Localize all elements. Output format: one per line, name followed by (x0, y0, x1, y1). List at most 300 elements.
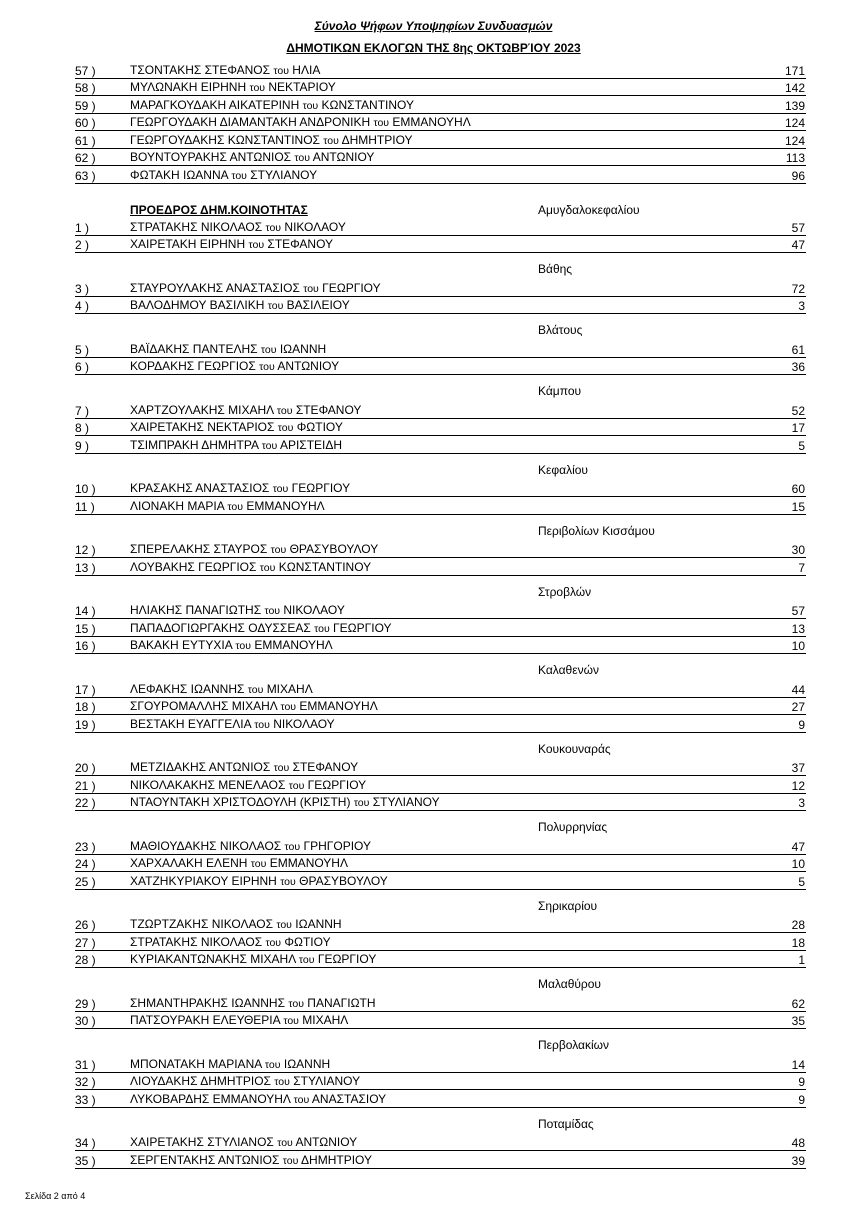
candidate-name-cell (130, 1074, 360, 1089)
candidate-row (75, 637, 806, 655)
community-header (75, 375, 806, 401)
candidate-name: ΣΗΜΑΝΤΗΡΑΚΗΣ ΙΩΑΝΝΗΣ (130, 995, 286, 1010)
candidate-name: ΤΖΩΡΤΖΑΚΗΣ ΝΙΚΟΛΑΟΣ (130, 917, 273, 931)
candidate-name-cell (130, 98, 414, 113)
candidate-name-cell (130, 839, 371, 854)
candidate-row (75, 951, 806, 969)
candidate-number: 6 ) (75, 360, 90, 374)
document-subtitle: ΔΗΜΟΤΙΚΩΝ ΕΚΛΟΓΩΝ ΤΗΣ 8ης ΟΚΤΩΒΡΊΟΥ 2023 (286, 41, 581, 55)
vote-count: 47 (791, 839, 805, 854)
section-header (75, 201, 806, 219)
candidate-name-cell (130, 952, 376, 967)
candidate-row (75, 114, 806, 132)
vote-count: 36 (791, 360, 805, 374)
of-word: του (288, 997, 304, 1010)
community-name: Περβολακίων (538, 1038, 609, 1052)
father-name: ΒΑΣΙΛΕΙΟΥ (286, 298, 350, 312)
candidate-name: ΤΣΟΝΤΑΚΗΣ ΣΤΕΦΑΝΟΣ (130, 62, 271, 77)
father-name: ΓΕΩΡΓΙΟΥ (333, 620, 392, 635)
candidate-number: 25 ) (75, 874, 96, 889)
candidate-name: ΛΟΥΒΑΚΗΣ ΓΕΩΡΓΙΟΣ (130, 559, 257, 574)
vote-count: 35 (791, 1014, 805, 1028)
community-header (75, 733, 806, 759)
candidate-name-cell (130, 1057, 330, 1072)
of-word: του (227, 500, 243, 513)
candidate-name-cell (130, 603, 345, 618)
candidate-row (75, 96, 806, 114)
candidate-name: ΜΑΡΑΓΚΟΥΔΑΚΗ ΑΙΚΑΤΕΡΙΝΗ (130, 97, 300, 112)
candidate-name-cell (130, 542, 378, 557)
community-name: Ποταμίδας (538, 1116, 594, 1131)
candidate-name-cell (130, 856, 348, 871)
vote-count: 44 (791, 682, 805, 697)
section-label: ΠΡΟΕΔΡΟΣ ΔΗΜ.ΚΟΙΝΟΤΗΤΑΣ (130, 203, 308, 217)
candidate-name-cell (130, 220, 346, 235)
father-name: ΕΜΜΑΝΟΥΗΛ (254, 638, 333, 652)
candidate-name: ΒΕΣΤΑΚΗ ΕΥΑΓΓΕΛΙΑ (130, 716, 251, 731)
candidate-name-cell (130, 717, 335, 732)
of-word: του (303, 282, 319, 295)
vote-count: 139 (784, 98, 805, 113)
candidate-name-cell (130, 778, 366, 793)
candidate-number: 16 ) (75, 639, 96, 653)
candidate-name-cell (130, 917, 342, 932)
father-name: ΝΙΚΟΛΑΟΥ (283, 603, 345, 617)
community-name: Πολυρρηνίας (538, 820, 608, 834)
candidate-name-cell (130, 80, 336, 95)
candidate-row (75, 1073, 806, 1091)
vote-count: 37 (791, 761, 805, 775)
father-name: ΠΑΝΑΓΙΩΤΗ (307, 995, 376, 1010)
candidate-name: ΜΕΤΖΙΔΑΚΗΣ ΑΝΤΩΝΙΟΣ (130, 760, 271, 774)
candidate-name-cell (130, 298, 350, 313)
father-name: ΗΛΙΑ (292, 62, 321, 77)
candidate-row (75, 916, 806, 934)
vote-count: 9 (798, 1075, 805, 1089)
candidate-number: 63 ) (75, 168, 96, 183)
candidate-row (75, 558, 806, 576)
candidate-number: 7 ) (75, 403, 90, 418)
father-name: ΕΜΜΑΝΟΥΗΛ (392, 115, 471, 129)
vote-count: 1 (798, 953, 805, 967)
candidate-row (75, 401, 806, 419)
of-word: του (283, 1015, 299, 1027)
of-word: του (261, 439, 278, 452)
candidate-number: 29 ) (75, 996, 96, 1011)
candidate-row (75, 602, 806, 620)
vote-count: 3 (798, 796, 805, 810)
father-name: ΕΜΜΑΝΟΥΗΛ (246, 498, 325, 513)
of-word: του (270, 544, 287, 556)
of-word: του (231, 169, 247, 182)
candidate-name: ΤΣΙΜΠΡΑΚΗ ΔΗΜΗΤΡΑ (130, 437, 259, 452)
candidate-row (75, 872, 806, 890)
father-name: ΓΕΩΡΓΙΟΥ (291, 481, 351, 495)
father-name: ΣΤΕΦΑΝΟΥ (292, 760, 359, 774)
of-word: του (274, 1076, 290, 1088)
candidate-name-cell (130, 1092, 386, 1107)
results-table (75, 61, 806, 1169)
vote-count: 30 (791, 543, 805, 557)
father-name: ΑΝΤΩΝΙΟΥ (312, 150, 375, 164)
community-header (75, 576, 806, 602)
community-name: Βάθης (538, 262, 573, 276)
father-name: ΑΡΙΣΤΕΙΔΗ (279, 437, 343, 452)
candidate-name-cell (130, 795, 440, 810)
community-header (75, 454, 806, 480)
community-name: Σηρικαρίου (538, 898, 598, 913)
vote-count: 10 (791, 639, 805, 653)
candidate-row (75, 131, 806, 149)
vote-count: 39 (791, 1153, 805, 1168)
of-word: του (267, 300, 284, 312)
of-word: του (259, 561, 276, 574)
of-word: του (265, 936, 282, 949)
vote-count: 5 (798, 438, 805, 453)
candidate-name-cell (130, 168, 317, 183)
father-name: ΙΩΑΝΝΗ (279, 341, 327, 356)
community-header (75, 654, 806, 680)
of-word: του (235, 640, 251, 652)
candidate-name-cell (130, 150, 374, 165)
candidate-row (75, 1151, 806, 1169)
community-name: Στροβλών (538, 584, 592, 599)
candidate-name-cell (130, 1013, 348, 1028)
father-name: ΔΗΜΗΤΡΙΟΥ (301, 1152, 372, 1167)
candidate-row (75, 497, 806, 515)
father-name: ΝΙΚΟΛΑΟΥ (273, 716, 335, 731)
candidate-name-cell (130, 237, 333, 252)
community-header (75, 1108, 806, 1134)
candidate-number: 17 ) (75, 682, 96, 697)
candidate-number: 11 ) (75, 499, 95, 514)
community-header (75, 1029, 806, 1055)
candidate-name: ΛΙΟΝΑΚΗ ΜΑΡΙΑ (130, 498, 225, 513)
candidate-number: 22 ) (75, 796, 96, 810)
vote-count: 18 (791, 935, 805, 950)
candidate-row (75, 837, 806, 855)
candidate-name: ΚΟΡΔΑΚΗΣ ΓΕΩΡΓΙΟΣ (130, 359, 256, 373)
vote-count: 10 (791, 857, 805, 871)
candidate-row (75, 759, 806, 777)
candidate-name: ΓΕΩΡΓΟΥΔΑΚΗ ΔΙΑΜΑΝΤΑΚΗ ΑΝΔΡΟΝΙΚΗ (130, 115, 371, 129)
community-name: Κεφαλίου (538, 462, 588, 477)
candidate-name: ΒΑΪΔΑΚΗΣ ΠΑΝΤΕΛΗΣ (130, 341, 258, 356)
candidate-name: ΓΕΩΡΓΟΥΔΑΚΗΣ ΚΩΝΣΤΑΝΤΙΝΟΣ (130, 132, 320, 147)
candidate-name: ΧΑΙΡΕΤΑΚΗ ΕΙΡΗΝΗ (130, 237, 246, 251)
community-header (75, 314, 806, 340)
candidate-number: 57 ) (75, 63, 96, 78)
candidate-number: 61 ) (75, 133, 96, 148)
vote-count: 124 (784, 116, 805, 130)
of-word: του (254, 718, 270, 731)
of-word: του (284, 840, 301, 853)
candidate-name: ΜΥΛΩΝΑΚΗ ΕΙΡΗΝΗ (130, 80, 247, 94)
candidate-row (75, 419, 806, 437)
community-header (75, 890, 806, 916)
candidate-name-cell (130, 935, 331, 950)
candidate-number: 20 ) (75, 761, 96, 775)
candidate-number: 19 ) (75, 717, 96, 732)
candidate-number: 12 ) (75, 543, 96, 557)
candidate-name: ΣΤΡΑΤΑΚΗΣ ΝΙΚΟΛΑΟΣ (130, 934, 263, 949)
father-name: ΘΡΑΣΥΒΟΥΛΟΥ (289, 542, 379, 556)
of-word: του (273, 762, 290, 774)
vote-count: 9 (798, 1092, 805, 1107)
candidate-row (75, 340, 806, 358)
candidate-name-cell (130, 481, 350, 496)
candidate-name: ΚΡΑΣΑΚΗΣ ΑΝΑΣΤΑΣΙΟΣ (130, 481, 270, 495)
candidate-name: ΧΑΤΖΗΚΥΡΙΑΚΟΥ ΕΙΡΗΝΗ (130, 873, 277, 888)
community-name: Κάμπου (538, 384, 582, 398)
candidate-name: ΜΠΟΝΑΤΑΚΗ ΜΑΡΙΑΝΑ (130, 1056, 262, 1071)
candidate-number: 24 ) (75, 857, 96, 871)
vote-count: 9 (798, 717, 805, 732)
candidate-name: ΝΙΚΟΛΑΚΑΚΗΣ ΜΕΝΕΛΑΟΣ (130, 777, 286, 792)
candidate-row (75, 1090, 806, 1108)
father-name: ΝΙΚΟΛΑΟΥ (284, 219, 346, 234)
candidate-name: ΛΙΟΥΔΑΚΗΣ ΔΗΜΗΤΡΙΟΣ (130, 1074, 271, 1088)
candidate-name-cell (130, 403, 361, 418)
candidate-row (75, 794, 806, 812)
vote-count: 5 (798, 874, 805, 889)
of-word: του (273, 64, 289, 77)
candidate-row (75, 279, 806, 297)
community-header (75, 968, 806, 994)
candidate-number: 59 ) (75, 98, 96, 113)
candidate-number: 1 ) (75, 220, 90, 235)
candidate-number: 30 ) (75, 1014, 96, 1028)
candidate-row (75, 994, 806, 1012)
father-name: ΔΗΜΗΤΡΙΟΥ (341, 132, 413, 147)
candidate-name: ΒΟΥΝΤΟΥΡΑΚΗΣ ΑΝΤΩΝΙΟΣ (130, 150, 292, 164)
community-name: Αμυγδαλοκεφαλίου (538, 203, 640, 217)
spacer (75, 184, 806, 201)
candidate-row (75, 619, 806, 637)
candidate-name: ΜΑΘΙΟΥΔΑΚΗΣ ΝΙΚΟΛΑΟΣ (130, 838, 282, 853)
of-word: του (250, 858, 267, 870)
candidate-name-cell (130, 499, 325, 514)
candidate-number: 58 ) (75, 81, 96, 95)
candidate-number: 32 ) (75, 1075, 96, 1089)
candidate-row (75, 218, 806, 236)
candidate-name-cell (130, 1135, 357, 1150)
candidate-row (75, 166, 806, 184)
of-word: του (294, 152, 311, 164)
candidate-name: ΣΕΡΓΕΝΤΑΚΗΣ ΑΝΤΩΝΙΟΣ (130, 1152, 280, 1167)
candidate-name: ΣΤΑΥΡΟΥΛΑΚΗΣ ΑΝΑΣΤΑΣΙΟΣ (130, 280, 300, 295)
father-name: ΣΤΕΦΑΝΟΥ (295, 402, 362, 417)
of-word: του (264, 605, 281, 617)
of-word: του (259, 361, 275, 373)
candidate-number: 62 ) (75, 151, 96, 165)
community-name: Περιβολίων Κισσάμου (538, 523, 655, 538)
community-header (75, 515, 806, 541)
vote-count: 12 (791, 778, 805, 793)
of-word: του (265, 221, 282, 234)
candidate-number: 60 ) (75, 116, 96, 130)
candidate-name: ΝΤΑΟΥΝΤΑΚΗ ΧΡΙΣΤΟΔΟΥΛΗ (ΚΡΙΣΤΗ) (130, 795, 351, 809)
candidate-number: 26 ) (75, 918, 96, 932)
father-name: ΓΡΗΓΟΡΙΟΥ (303, 838, 371, 853)
candidate-row (75, 715, 806, 733)
of-word: του (277, 422, 294, 434)
candidate-name-cell (130, 682, 313, 697)
candidate-number: 31 ) (75, 1057, 96, 1072)
candidate-row (75, 776, 806, 794)
candidate-number: 9 ) (75, 438, 90, 453)
candidate-row (75, 541, 806, 559)
candidate-number: 3 ) (75, 281, 90, 296)
candidate-number: 33 ) (75, 1092, 96, 1107)
candidate-number: 2 ) (75, 238, 90, 252)
of-word: του (280, 701, 297, 713)
document-title: Σύνολο Ψήφων Υποψηφίων Συνδυασμών (314, 19, 553, 33)
vote-count: 14 (791, 1057, 805, 1072)
vote-count: 60 (791, 482, 805, 496)
father-name: ΙΩΑΝΝΗ (283, 1056, 331, 1071)
candidate-number: 10 ) (75, 482, 96, 496)
vote-count: 96 (791, 168, 805, 183)
candidate-name: ΒΑΚΑΚΗ ΕΥΤΥΧΙΑ (130, 638, 233, 652)
father-name: ΕΜΜΑΝΟΥΗΛ (269, 856, 348, 870)
of-word: του (276, 404, 293, 417)
candidate-row (75, 1012, 806, 1030)
of-word: του (248, 239, 265, 251)
father-name: ΜΙΧΑΗΛ (266, 681, 313, 696)
vote-count: 27 (791, 700, 805, 714)
candidate-name-cell (130, 438, 342, 453)
vote-count: 7 (798, 560, 805, 575)
candidate-row (75, 358, 806, 376)
father-name: ΑΝΤΩΝΙΟΥ (295, 1135, 358, 1149)
of-word: του (277, 1137, 293, 1149)
candidate-number: 14 ) (75, 604, 96, 618)
candidate-name: ΧΑΡΧΑΛΑΚΗ ΕΛΕΝΗ (130, 856, 248, 870)
vote-count: 47 (791, 238, 805, 252)
candidate-row (75, 61, 806, 79)
candidate-name-cell (130, 115, 471, 130)
vote-count: 57 (791, 604, 805, 618)
father-name: ΣΤΥΛΙΑΝΟΥ (372, 795, 440, 809)
candidate-name: ΠΑΠΑΔΟΓΙΩΡΓΑΚΗΣ ΟΔΥΣΣΕΑΣ (130, 620, 311, 635)
father-name: ΘΡΑΣΥΒΟΥΛΟΥ (299, 873, 388, 888)
candidate-name: ΗΛΙΑΚΗΣ ΠΑΝΑΓΙΩΤΗΣ (130, 603, 262, 617)
candidate-number: 8 ) (75, 421, 90, 435)
of-word: του (264, 1058, 281, 1071)
father-name: ΝΕΚΤΑΡΙΟΥ (268, 80, 336, 94)
father-name: ΓΕΩΡΓΙΟΥ (317, 952, 377, 966)
of-word: του (353, 797, 370, 809)
of-word: του (247, 683, 264, 696)
candidate-number: 21 ) (75, 778, 96, 793)
candidate-name-cell (130, 133, 413, 148)
father-name: ΙΩΑΝΝΗ (295, 917, 342, 931)
candidate-name: ΧΑΡΤΖΟΥΛΑΚΗΣ ΜΙΧΑΗΛ (130, 402, 274, 417)
father-name: ΜΙΧΑΗΛ (302, 1013, 349, 1027)
candidate-row (75, 79, 806, 97)
candidate-row (75, 1134, 806, 1152)
candidate-number: 28 ) (75, 953, 96, 967)
candidate-number: 13 ) (75, 560, 96, 575)
candidate-name-cell (130, 420, 343, 435)
candidate-name: ΣΓΟΥΡΟΜΑΛΛΗΣ ΜΙΧΑΗΛ (130, 699, 278, 713)
candidate-name: ΣΤΡΑΤΑΚΗΣ ΝΙΚΟΛΑΟΣ (130, 219, 263, 234)
candidate-name-cell (130, 342, 326, 357)
vote-count: 15 (791, 499, 805, 514)
vote-count: 57 (791, 220, 805, 235)
candidate-number: 27 ) (75, 935, 96, 950)
of-word: του (260, 343, 277, 356)
vote-count: 171 (784, 63, 805, 78)
candidate-name-cell (130, 281, 381, 296)
candidate-name: ΠΑΤΣΟΥΡΑΚΗ ΕΛΕΥΘΕΡΙΑ (130, 1013, 280, 1027)
candidate-name-cell (130, 699, 378, 714)
vote-count: 52 (791, 403, 805, 418)
candidate-row (75, 480, 806, 498)
father-name: ΕΜΜΑΝΟΥΗΛ (299, 699, 378, 713)
vote-count: 113 (785, 151, 805, 165)
candidate-name: ΚΥΡΙΑΚΑΝΤΩΝΑΚΗΣ ΜΙΧΑΗΛ (130, 952, 296, 966)
candidate-row (75, 236, 806, 254)
of-word: του (302, 99, 319, 112)
candidate-name-cell (130, 560, 371, 575)
vote-count: 3 (798, 299, 805, 313)
candidate-name: ΧΑΙΡΕΤΑΚΗΣ ΝΕΚΤΑΡΙΟΣ (130, 420, 275, 434)
community-name: Βλάτους (538, 323, 583, 337)
father-name: ΓΕΩΡΓΙΟΥ (322, 280, 381, 295)
candidate-row (75, 149, 806, 167)
candidate-name-cell (130, 63, 320, 78)
candidate-name-cell (130, 359, 339, 374)
vote-count: 28 (791, 918, 805, 932)
candidate-name: ΧΑΙΡΕΤΑΚΗΣ ΣΤΥΛΙΑΝΟΣ (130, 1135, 274, 1149)
of-word: του (249, 82, 266, 94)
vote-count: 17 (791, 421, 805, 435)
father-name: ΑΝΑΣΤΑΣΙΟΥ (311, 1091, 387, 1106)
candidate-number: 15 ) (75, 621, 96, 636)
of-word: του (280, 875, 296, 888)
candidate-number: 35 ) (75, 1153, 96, 1168)
candidate-name-cell (130, 874, 388, 889)
candidate-name: ΛΕΦΑΚΗΣ ΙΩΑΝΝΗΣ (130, 681, 245, 696)
candidate-number: 18 ) (75, 700, 96, 714)
vote-count: 61 (791, 342, 805, 357)
father-name: ΓΕΩΡΓΙΟΥ (307, 777, 367, 792)
candidate-name-cell (130, 996, 376, 1011)
community-header (75, 253, 806, 279)
candidate-name-cell (130, 760, 358, 775)
of-word: του (314, 622, 330, 635)
of-word: του (298, 954, 315, 966)
candidate-name-cell (130, 621, 392, 636)
candidate-number: 4 ) (75, 299, 90, 313)
candidate-name-cell (130, 638, 333, 653)
vote-count: 72 (791, 281, 805, 296)
father-name: ΣΤΕΦΑΝΟΥ (267, 237, 334, 251)
candidate-row (75, 698, 806, 716)
candidate-number: 5 ) (75, 342, 90, 357)
father-name: ΦΩΤΙΟΥ (284, 934, 331, 949)
vote-count: 142 (784, 81, 805, 95)
of-word: του (323, 134, 339, 147)
father-name: ΚΩΝΣΤΑΝΤΙΝΟΥ (321, 97, 414, 112)
father-name: ΦΩΤΙΟΥ (296, 420, 343, 434)
community-name: Μαλαθύρου (538, 977, 601, 991)
father-name: ΣΤΥΛΙΑΝΟΥ (250, 167, 318, 182)
page-number: Σελίδα 2 από 4 (25, 1191, 86, 1201)
candidate-number: 34 ) (75, 1136, 96, 1150)
